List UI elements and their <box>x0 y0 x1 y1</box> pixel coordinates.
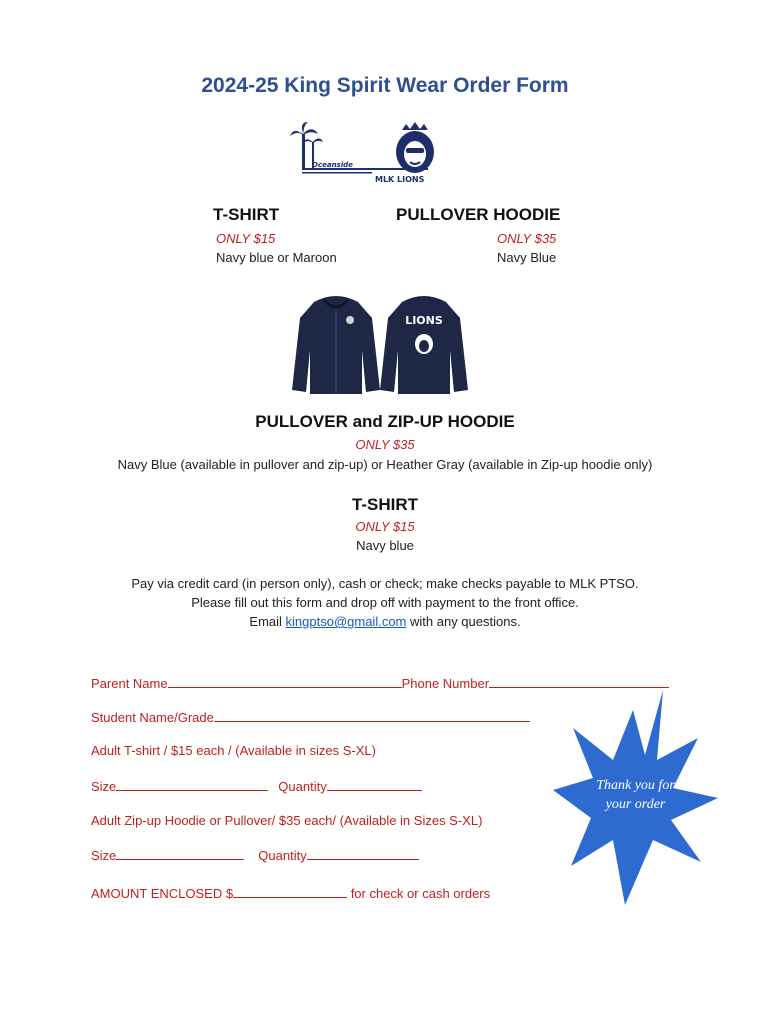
phone-number-field[interactable] <box>489 675 669 688</box>
parent-name-field[interactable] <box>168 675 402 688</box>
student-row <box>91 709 530 725</box>
mlk-lions-logo <box>290 120 440 192</box>
amount-row <box>91 885 490 901</box>
thank-you-text: Thank you for your order <box>596 778 675 812</box>
pullover-hoodie-price: ONLY $35 <box>497 231 557 246</box>
tshirt-quantity-label: Quantity <box>278 779 327 794</box>
adult-hoodie-label: Adult Zip-up Hoodie or Pullover/ $35 each/ (Available in Sizes S-XL) <box>91 813 483 828</box>
hoodie-size-quantity-row <box>91 847 419 863</box>
amount-enclosed-label: AMOUNT ENCLOSED $ <box>91 886 234 901</box>
hoodie-product-image <box>292 290 472 400</box>
pullover-hoodie-heading: PULLOVER HOODIE <box>396 205 561 224</box>
parent-phone-row <box>91 675 669 691</box>
dropoff-instructions: Please fill out this form and drop off with payment to the front office. <box>191 595 579 610</box>
payment-instructions: Pay via credit card (in person only), cash or check; make checks payable to MLK PTSO. <box>131 576 639 591</box>
hoodie-quantity-label: Quantity <box>258 848 307 863</box>
tshirt2-colors: Navy blue <box>356 538 414 553</box>
amount-suffix-label: for check or cash orders <box>347 886 491 901</box>
zip-hoodie-colors: Navy Blue (available in pullover and zip-up) or Heather Gray (available in Zip-up hoodie only) <box>117 457 653 472</box>
hoodie-size-field[interactable] <box>116 847 244 860</box>
page-title: 2024-25 King Spirit Wear Order Form <box>201 74 569 97</box>
zip-hoodie-price: ONLY $35 <box>355 437 415 452</box>
adult-tshirt-label: Adult T-shirt / $15 each / (Available in sizes S-XL) <box>91 743 376 758</box>
email-line <box>0 614 770 629</box>
zip-hoodie-heading: PULLOVER and ZIP-UP HOODIE <box>255 412 515 431</box>
thank-you-starburst <box>553 690 718 905</box>
tshirt-heading: T-SHIRT <box>213 205 280 224</box>
tshirt-size-quantity-row <box>91 778 422 794</box>
tshirt-price: ONLY $15 <box>216 231 276 246</box>
hoodie-size-label: Size <box>91 848 117 863</box>
tshirt2-heading: T-SHIRT <box>351 495 419 514</box>
email-link[interactable]: kingptso@gmail.com <box>285 614 407 629</box>
hoodie-back-print: LIONS <box>405 314 443 327</box>
amount-enclosed-field[interactable] <box>233 885 347 898</box>
student-name-label: Student Name/Grade <box>91 710 214 725</box>
email-prefix: Email <box>249 614 286 629</box>
phone-number-label: Phone Number <box>401 676 490 691</box>
parent-name-label: Parent Name <box>91 676 168 691</box>
tshirt-size-label: Size <box>91 779 117 794</box>
pullover-hoodie-colors: Navy Blue <box>497 250 557 265</box>
tshirt-colors: Navy blue or Maroon <box>216 250 337 265</box>
hoodie-quantity-field[interactable] <box>307 847 419 860</box>
tshirt2-price: ONLY $15 <box>355 519 415 534</box>
logo-text-top: Oceanside <box>312 161 353 169</box>
tshirt-size-field[interactable] <box>116 778 268 791</box>
logo-text-bottom: MLK LIONS <box>375 175 425 184</box>
email-suffix: with any questions. <box>406 614 521 629</box>
student-name-field[interactable] <box>214 709 530 722</box>
tshirt-quantity-field[interactable] <box>327 778 422 791</box>
